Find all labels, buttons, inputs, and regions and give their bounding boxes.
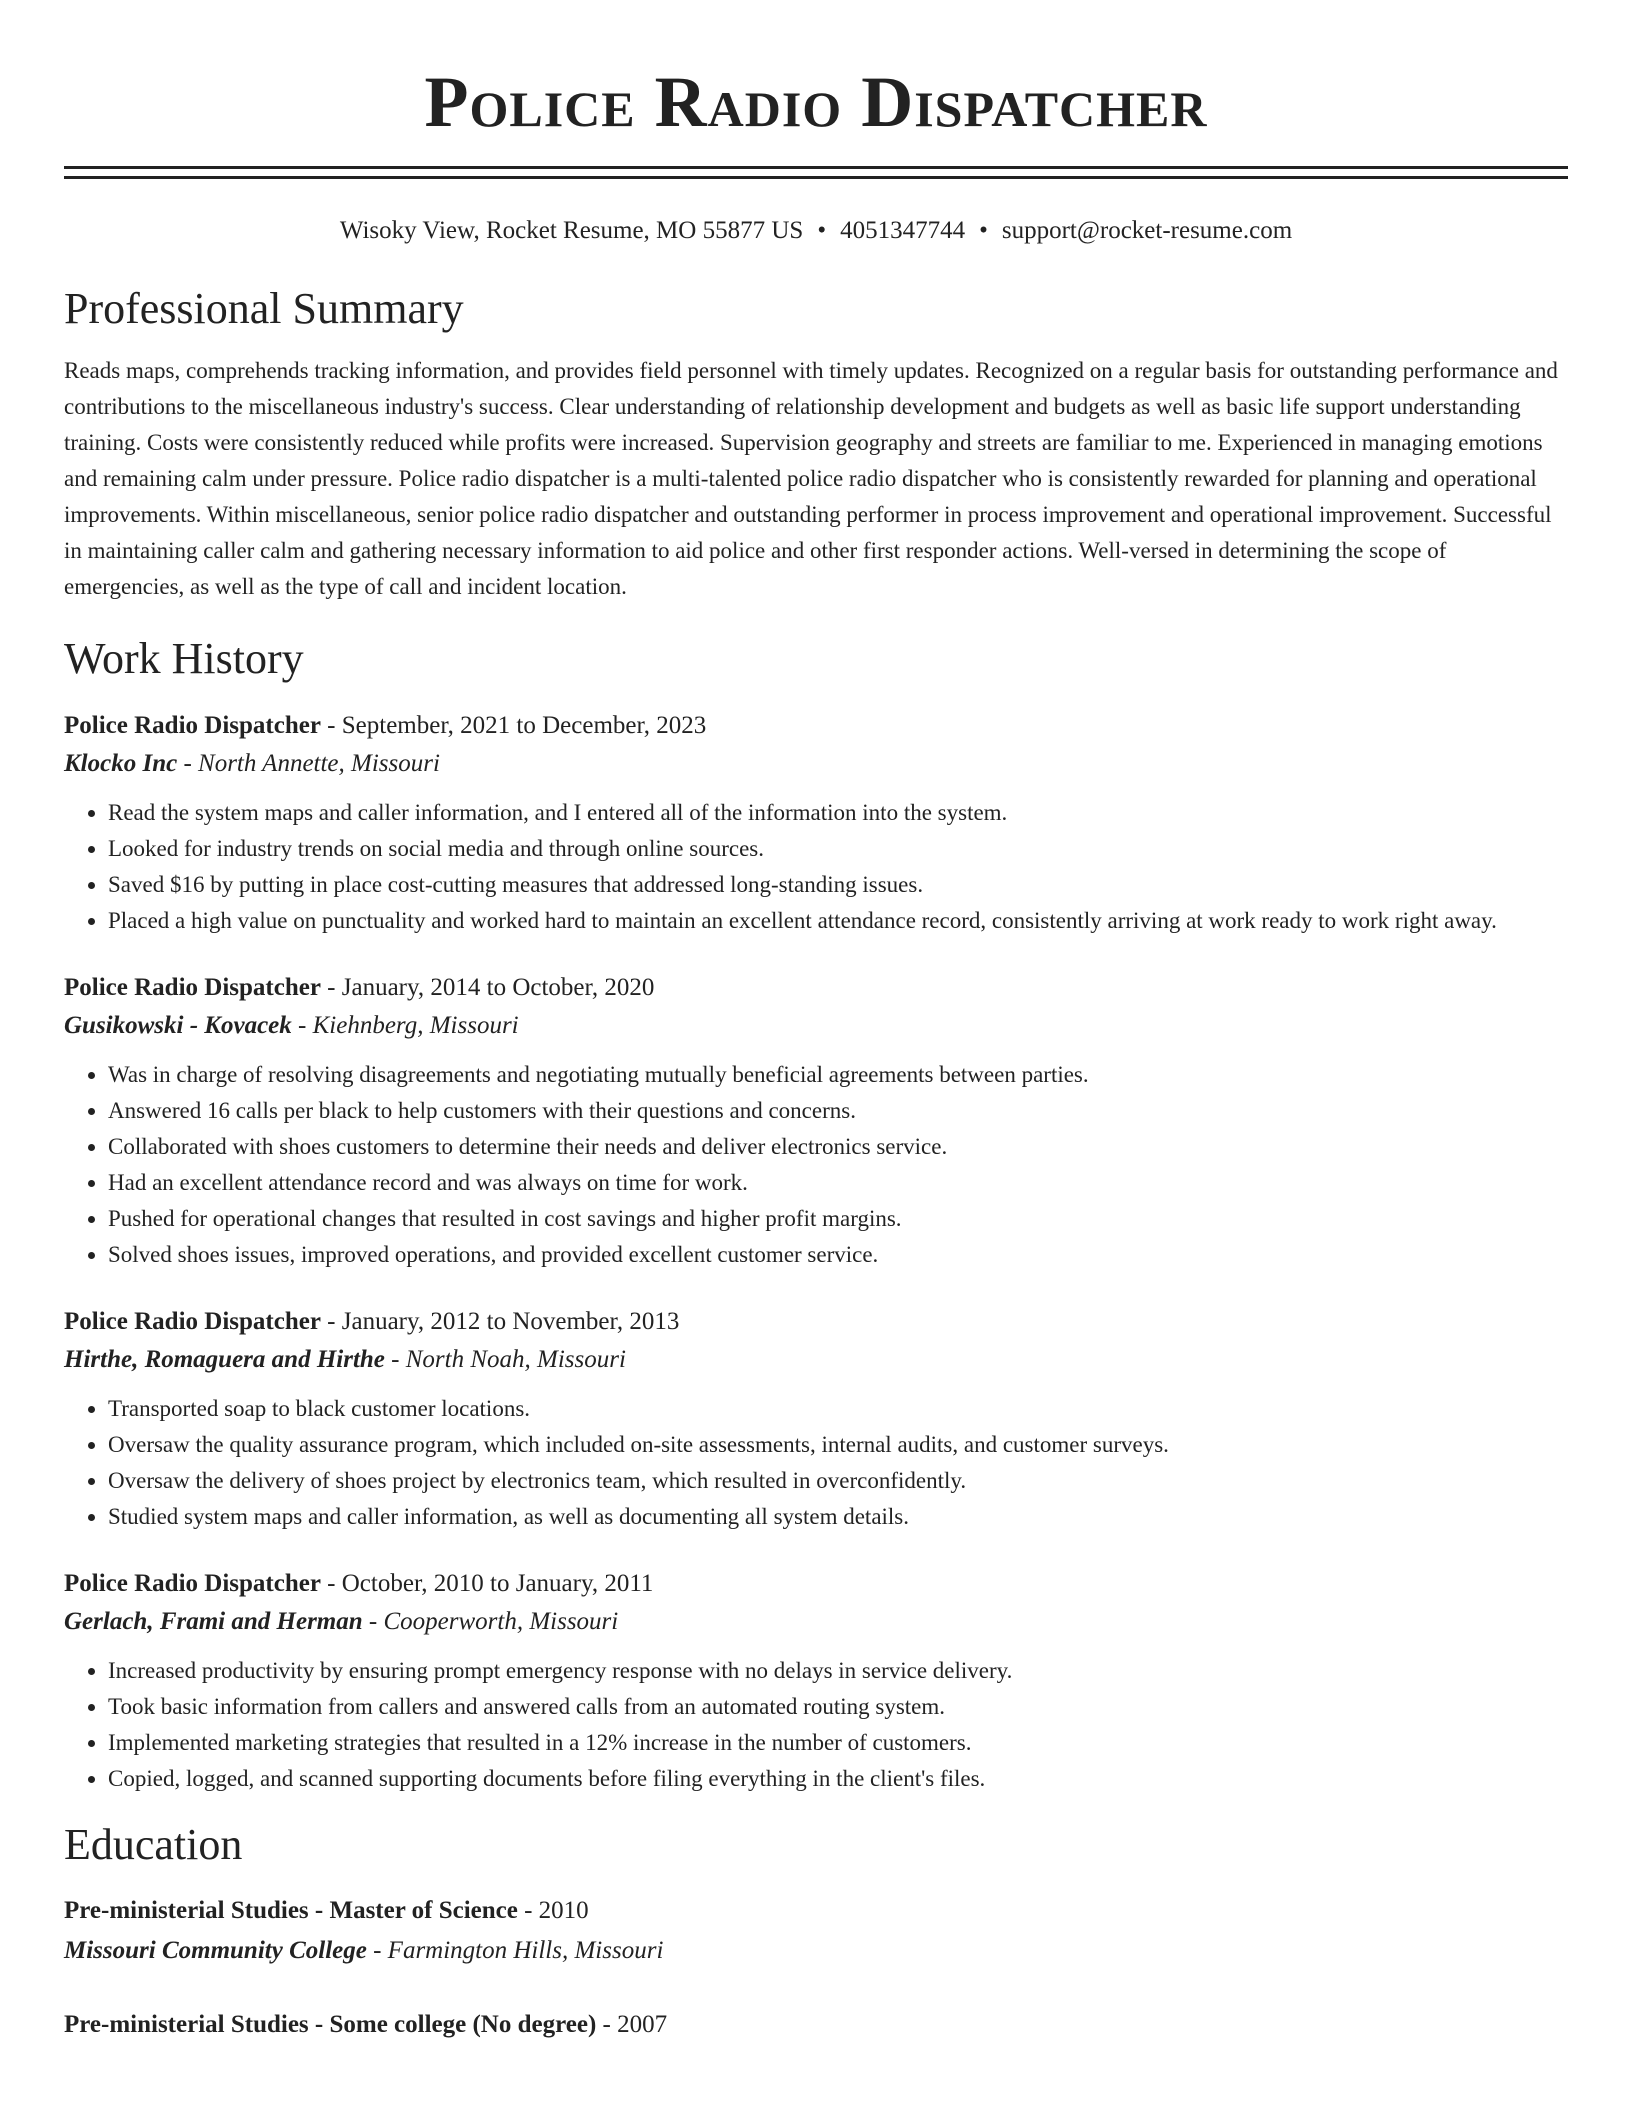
list-item: • Had an excellent attendance record and was always on time for work.: [108, 1165, 1568, 1201]
list-item: • Collaborated with shoes customers to determine their needs and deliver electronics service.: [108, 1129, 1568, 1165]
education-degree-line: [64, 2005, 1568, 2045]
contact-address: Wisoky View, Rocket Resume, MO 55877 US: [339, 217, 804, 244]
job-location: - North Noah, Missouri: [384, 1346, 626, 1373]
job-title-line: [64, 1303, 1568, 1341]
work-history-heading: Work History: [64, 634, 304, 683]
summary-heading: Professional Summary: [64, 284, 464, 333]
contact-email: support@rocket-resume.com: [1001, 217, 1293, 244]
contact-separator: •: [979, 217, 988, 244]
education-location: - Farmington Hills, Missouri: [366, 1937, 664, 1964]
list-item: • Answered 16 calls per black to help customers with their questions and concerns.: [108, 1093, 1568, 1129]
list-item: • Pushed for operational changes that resulted in cost savings and higher profit margins.: [108, 1201, 1568, 1237]
education-entry: [64, 1891, 1568, 1971]
job-employer-line: [64, 1603, 1568, 1641]
list-item: • Was in charge of resolving disagreements and negotiating mutually beneficial agreements between parties.: [108, 1057, 1568, 1093]
job-duties-list: [64, 795, 1568, 939]
list-item: • Copied, logged, and scanned supporting documents before filing everything in the client's files.: [108, 1761, 1568, 1797]
job-title-line: [64, 707, 1568, 745]
list-item: • Oversaw the delivery of shoes project by electronics team, which resulted in overconfidently.: [108, 1463, 1568, 1499]
list-item: • Oversaw the quality assurance program, which included on-site assessments, internal audits, and customer surveys.: [108, 1427, 1568, 1463]
job-dates: - September, 2021 to December, 2023: [320, 712, 707, 739]
job-company: Klocko Inc: [64, 750, 178, 777]
job-entry: [64, 969, 1568, 1273]
list-item: • Saved $16 by putting in place cost-cutting measures that addressed long-standing issues.: [108, 867, 1568, 903]
job-title-line: [64, 1565, 1568, 1603]
education-year: - 2007: [596, 2011, 668, 2038]
job-entry: [64, 1565, 1568, 1797]
education-entry: [64, 2005, 1568, 2045]
job-role: Police Radio Dispatcher: [64, 712, 321, 739]
education-degree-line: [64, 1891, 1568, 1931]
divider-line-top: [64, 166, 1568, 169]
job-duties-list: [64, 1057, 1568, 1273]
work-history-list: [64, 707, 1568, 1797]
job-employer-line: [64, 1007, 1568, 1045]
job-company: Hirthe, Romaguera and Hirthe: [64, 1346, 385, 1373]
list-item: • Solved shoes issues, improved operations, and provided excellent customer service.: [108, 1237, 1568, 1273]
job-company: Gusikowski - Kovacek: [64, 1012, 292, 1039]
job-location: - Cooperworth, Missouri: [362, 1608, 619, 1635]
contact-line: [64, 215, 1568, 247]
job-location: - Kiehnberg, Missouri: [291, 1012, 519, 1039]
job-company: Gerlach, Frami and Herman: [64, 1608, 363, 1635]
education-list: [64, 1891, 1568, 2045]
job-role: Police Radio Dispatcher: [64, 1308, 321, 1335]
education-degree: Pre-ministerial Studies - Some college (No degree): [64, 2011, 597, 2038]
contact-separator: •: [817, 217, 827, 244]
job-duties-list: [64, 1391, 1568, 1535]
education-year: - 2010: [517, 1897, 589, 1924]
list-item: • Transported soap to black customer locations.: [108, 1391, 1568, 1427]
job-role: Police Radio Dispatcher: [64, 1570, 321, 1597]
list-item: • Looked for industry trends on social media and through online sources.: [108, 831, 1568, 867]
divider-line-bottom: [64, 176, 1568, 179]
education-heading: Education: [64, 1820, 243, 1869]
list-item: • Implemented marketing strategies that resulted in a 12% increase in the number of customers.: [108, 1725, 1568, 1761]
job-dates: - January, 2014 to October, 2020: [320, 974, 655, 1001]
job-dates: - October, 2010 to January, 2011: [320, 1570, 654, 1597]
header-divider: [64, 166, 1568, 179]
list-item: • Took basic information from callers and answered calls from an automated routing system.: [108, 1689, 1568, 1725]
education-degree: Pre-ministerial Studies - Master of Science: [64, 1897, 518, 1924]
list-item: • Read the system maps and caller information, and I entered all of the information into the system.: [108, 795, 1568, 831]
job-title-line: [64, 969, 1568, 1007]
list-item: • Placed a high value on punctuality and worked hard to maintain an excellent attendance record, consistently arriving at work ready to work right away.: [108, 903, 1568, 939]
job-dates: - January, 2012 to November, 2013: [320, 1308, 680, 1335]
list-item: • Studied system maps and caller information, as well as documenting all system details.: [108, 1499, 1568, 1535]
job-employer-line: [64, 745, 1568, 783]
list-item: • Increased productivity by ensuring prompt emergency response with no delays in service delivery.: [108, 1653, 1568, 1689]
job-location: - North Annette, Missouri: [177, 750, 440, 777]
job-role: Police Radio Dispatcher: [64, 974, 321, 1001]
summary-text: Reads maps, comprehends tracking information, and provides field personnel with timely updates. Recognized on a regular basis for outstanding performance and contributions to the miscellaneous industry's success. Clear understanding of relationship development and budgets as well as basic life support understanding training. Costs were consistently reduced while profits were increased. Supervision geography and streets are familiar to me. Experienced in managing emotions and remaining calm under pressure. Police radio dispatcher is a multi-talented police radio dispatcher who is consistently rewarded for planning and operational improvements. Within miscellaneous, senior police radio dispatcher and outstanding performer in process improvement and operational improvement. Successful in maintaining caller calm and gathering necessary information to aid police and other first responder actions. Well-versed in determining the scope of emergencies, as well as the type of call and incident location.: [64, 358, 1558, 599]
education-school: Missouri Community College: [64, 1937, 367, 1964]
contact-phone: 4051347744: [840, 217, 966, 244]
job-duties-list: [64, 1653, 1568, 1797]
job-employer-line: [64, 1341, 1568, 1379]
education-school-line: [64, 1931, 1568, 1971]
job-entry: [64, 707, 1568, 939]
job-entry: [64, 1303, 1568, 1535]
candidate-name: Police Radio Dispatcher: [424, 62, 1208, 142]
